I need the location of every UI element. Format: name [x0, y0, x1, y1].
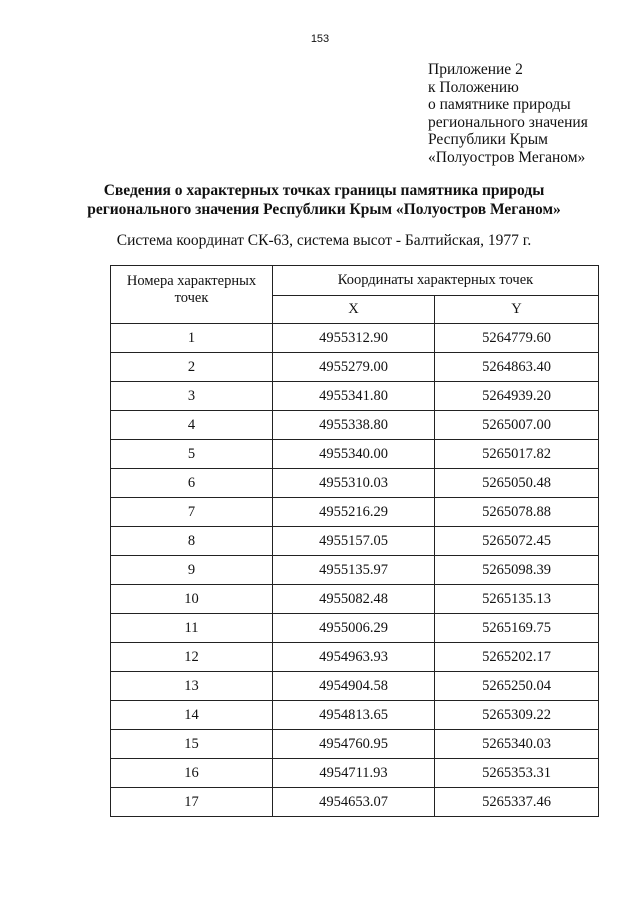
- table-row: [111, 556, 599, 585]
- x-coordinate-cell: 4955216.29: [273, 498, 435, 527]
- table-row: [111, 440, 599, 469]
- table-row: [111, 672, 599, 701]
- table-row: [111, 498, 599, 527]
- table-row: [111, 730, 599, 759]
- y-coordinate-cell: 5265078.88: [435, 498, 599, 527]
- document-title-line: Сведения о характерных точках границы памятника природы: [103, 182, 545, 199]
- point-number-cell: 8: [111, 527, 273, 556]
- appendix-line: к Положению: [428, 78, 519, 96]
- x-coordinate-cell: 4954813.65: [273, 701, 435, 730]
- x-coordinate-cell: 4954904.58: [273, 672, 435, 701]
- point-number-cell: 12: [111, 643, 273, 672]
- y-coordinate-cell: 5265250.04: [435, 672, 599, 701]
- points-table-body: [111, 324, 599, 817]
- point-number-cell: 15: [111, 730, 273, 759]
- x-coordinate-cell: 4955135.97: [273, 556, 435, 585]
- y-coordinate-cell: 5265007.00: [435, 411, 599, 440]
- point-number-cell: 11: [111, 614, 273, 643]
- table-row: [111, 382, 599, 411]
- y-coordinate-cell: 5265072.45: [435, 527, 599, 556]
- x-coordinate-cell: 4955157.05: [273, 527, 435, 556]
- y-coordinate-cell: 5265340.03: [435, 730, 599, 759]
- point-number-cell: 4: [111, 411, 273, 440]
- y-coordinate-cell: 5265353.31: [435, 759, 599, 788]
- appendix-line: регионального значения: [428, 113, 588, 131]
- table-row: [111, 614, 599, 643]
- coordinate-system-note: Система координат СК-63, система высот - Балтийская, 1977 г.: [116, 232, 532, 249]
- appendix-line: о памятнике природы: [428, 96, 571, 114]
- y-coordinate-cell: 5265050.48: [435, 469, 599, 498]
- x-coordinate-cell: 4955338.80: [273, 411, 435, 440]
- table-row: [111, 469, 599, 498]
- point-number-cell: 17: [111, 788, 273, 817]
- x-coordinate-cell: 4954711.93: [273, 759, 435, 788]
- x-coordinate-cell: 4955279.00: [273, 353, 435, 382]
- y-coordinate-cell: 5265098.39: [435, 556, 599, 585]
- x-coordinate-cell: 4955340.00: [273, 440, 435, 469]
- document-title-line: регионального значения Республики Крым «Полуостров Меганом»: [87, 201, 561, 218]
- appendix-note: [428, 61, 633, 167]
- header-point-number: Номера характерных точек: [111, 266, 273, 324]
- table-row: [111, 411, 599, 440]
- table-row: [111, 527, 599, 556]
- x-coordinate-cell: 4955341.80: [273, 382, 435, 411]
- table-row: [111, 643, 599, 672]
- y-coordinate-cell: 5264779.60: [435, 324, 599, 353]
- table-row: [111, 701, 599, 730]
- point-number-cell: 2: [111, 353, 273, 382]
- table-row: [111, 788, 599, 817]
- point-number-cell: 6: [111, 469, 273, 498]
- points-table: [110, 265, 599, 817]
- y-coordinate-cell: 5265135.13: [435, 585, 599, 614]
- x-coordinate-cell: 4954653.07: [273, 788, 435, 817]
- header-y: Y: [435, 296, 599, 324]
- x-coordinate-cell: 4955310.03: [273, 469, 435, 498]
- header-x: X: [273, 296, 435, 324]
- x-coordinate-cell: 4954760.95: [273, 730, 435, 759]
- table-row: [111, 353, 599, 382]
- y-coordinate-cell: 5265169.75: [435, 614, 599, 643]
- y-coordinate-cell: 5264939.20: [435, 382, 599, 411]
- x-coordinate-cell: 4955006.29: [273, 614, 435, 643]
- point-number-cell: 1: [111, 324, 273, 353]
- appendix-line: Республики Крым: [428, 131, 548, 149]
- y-coordinate-cell: 5265017.82: [435, 440, 599, 469]
- point-number-cell: 13: [111, 672, 273, 701]
- y-coordinate-cell: 5264863.40: [435, 353, 599, 382]
- point-number-cell: 5: [111, 440, 273, 469]
- point-number-cell: 10: [111, 585, 273, 614]
- page-number: 153: [310, 33, 330, 45]
- y-coordinate-cell: 5265337.46: [435, 788, 599, 817]
- table-row: [111, 759, 599, 788]
- x-coordinate-cell: 4955082.48: [273, 585, 435, 614]
- point-number-cell: 3: [111, 382, 273, 411]
- point-number-cell: 14: [111, 701, 273, 730]
- table-row: [111, 585, 599, 614]
- point-number-cell: 9: [111, 556, 273, 585]
- x-coordinate-cell: 4955312.90: [273, 324, 435, 353]
- header-coordinates: Координаты характерных точек: [273, 266, 599, 296]
- appendix-line: Приложение 2: [428, 61, 523, 78]
- point-number-cell: 7: [111, 498, 273, 527]
- appendix-line: «Полуостров Меганом»: [428, 148, 586, 166]
- document-title: [60, 181, 588, 219]
- point-number-cell: 16: [111, 759, 273, 788]
- y-coordinate-cell: 5265309.22: [435, 701, 599, 730]
- table-row: [111, 324, 599, 353]
- y-coordinate-cell: 5265202.17: [435, 643, 599, 672]
- x-coordinate-cell: 4954963.93: [273, 643, 435, 672]
